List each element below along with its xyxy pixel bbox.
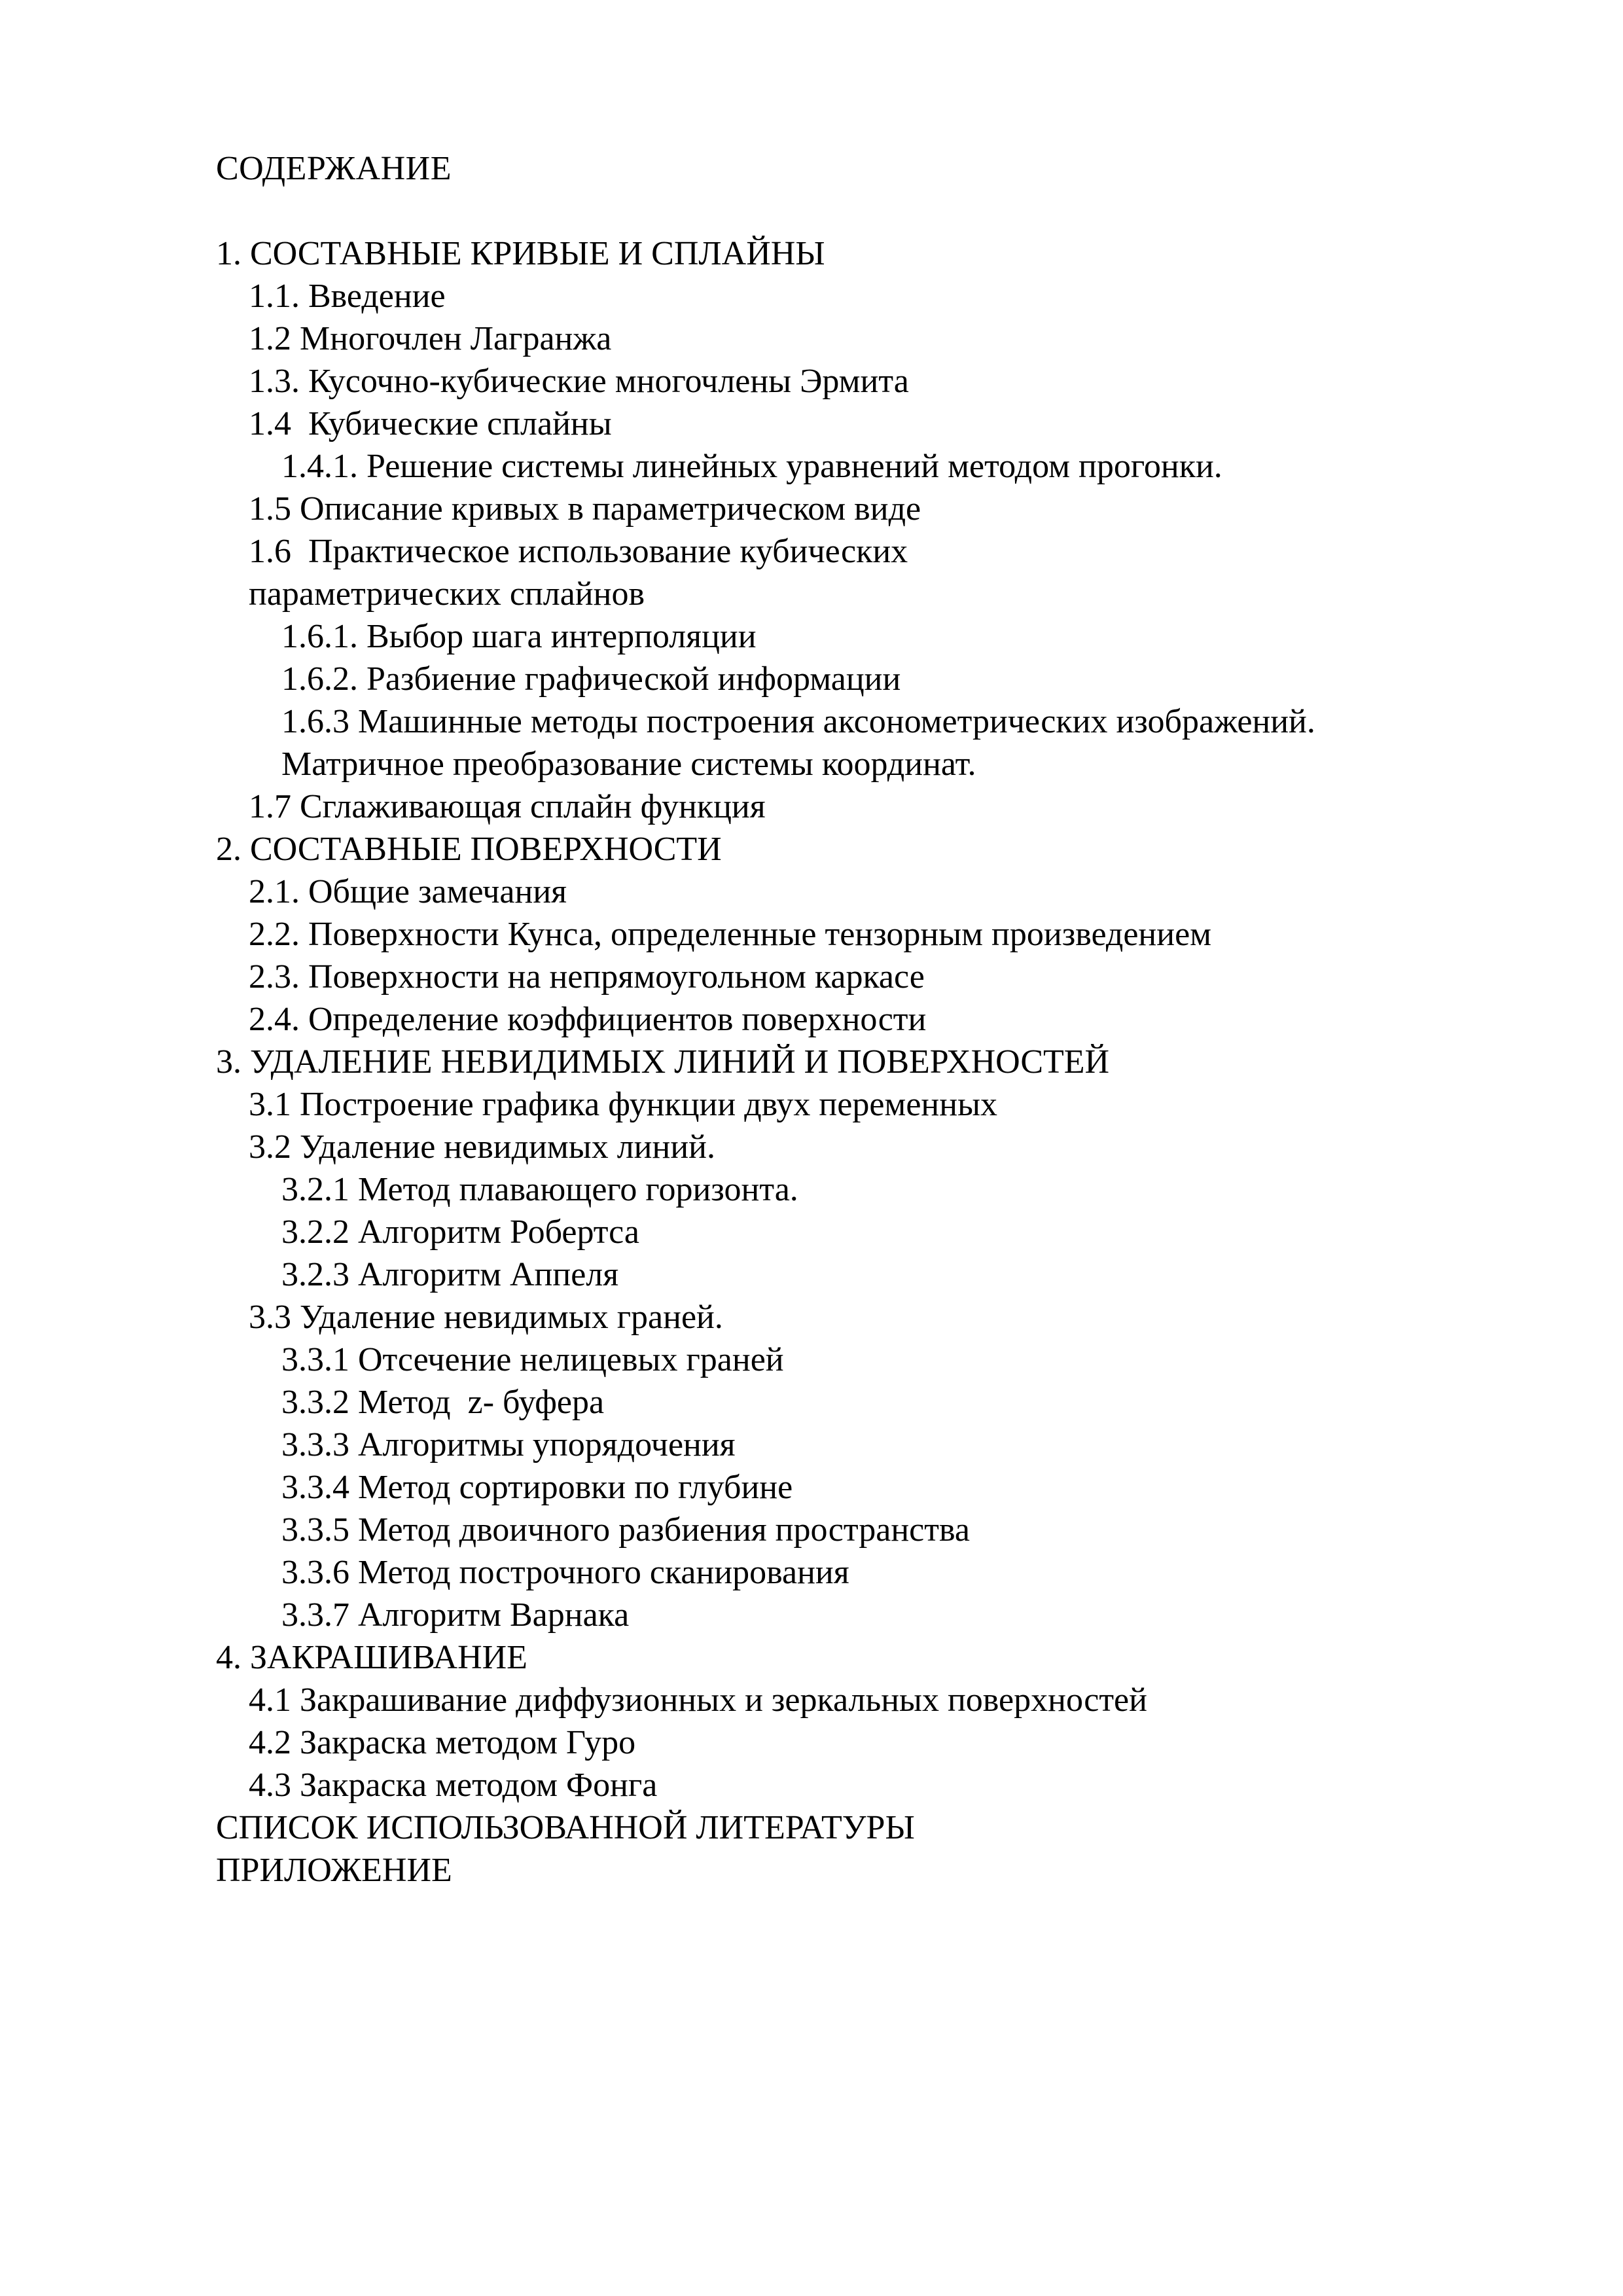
toc-entry: 1.1. Введение [249, 278, 446, 315]
toc-entry: 1.6.1. Выбор шага интерполяции [281, 618, 757, 655]
toc-entry: Матричное преобразование системы координат. [281, 745, 976, 783]
toc-entry: 3.3.5 Метод двоичного разбиения пространства [281, 1511, 970, 1549]
toc-entry: 3.2.3 Алгоритм Аппеля [281, 1256, 619, 1293]
toc-entry: 1.6.2. Разбиение графической информации [281, 660, 901, 698]
toc-entry: параметрических сплайнов [249, 575, 645, 613]
toc-entry: 3.3 Удаление невидимых граней. [249, 1299, 723, 1336]
toc-entry: 3.2.1 Метод плавающего горизонта. [281, 1171, 798, 1208]
toc-entry: 1.6.3 Машинные методы построения аксонометрических изображений. [281, 703, 1315, 740]
toc-entry: 2. СОСТАВНЫЕ ПОВЕРХНОСТИ [216, 831, 722, 868]
toc-entry: 4.2 Закраска методом Гуро [249, 1724, 636, 1761]
toc-entry: 3. УДАЛЕНИЕ НЕВИДИМЫХ ЛИНИЙ И ПОВЕРХНОСТЕЙ [216, 1043, 1110, 1081]
toc-entry: ПРИЛОЖЕНИЕ [216, 1852, 452, 1889]
toc-entry: 3.3.3 Алгоритмы упорядочения [281, 1426, 736, 1463]
toc-entry: 3.3.1 Отсечение нелицевых граней [281, 1341, 784, 1378]
toc-entry: 2.3. Поверхности на непрямоугольном каркасе [249, 958, 925, 996]
toc-entry: СПИСОК ИСПОЛЬЗОВАННОЙ ЛИТЕРАТУРЫ [216, 1809, 915, 1846]
toc-entry: 3.2 Удаление невидимых линий. [249, 1128, 715, 1166]
toc-entry: 1.7 Сглаживающая сплайн функция [249, 788, 766, 825]
toc-entry: 1.4 Кубические сплайны [249, 405, 612, 442]
toc-entry: 2.1. Общие замечания [249, 873, 567, 910]
toc-entry: 1.4.1. Решение системы линейных уравнений методом прогонки. [281, 448, 1222, 485]
toc-entry: 3.3.2 Метод z- буфера [281, 1384, 605, 1421]
toc-entry: 3.1 Построение графика функции двух переменных [249, 1086, 997, 1123]
toc-entry: 2.2. Поверхности Кунса, определенные тензорным произведением [249, 916, 1212, 953]
toc-entry: 1.6 Практическое использование кубических [249, 533, 908, 570]
toc-entry: 3.3.4 Метод сортировки по глубине [281, 1469, 793, 1506]
toc-entry: 3.3.7 Алгоритм Варнака [281, 1596, 630, 1634]
toc-entry: 4.3 Закраска методом Фонга [249, 1767, 658, 1804]
toc-entry: 1.2 Многочлен Лагранжа [249, 320, 612, 357]
toc-entry: 2.4. Определение коэффициентов поверхности [249, 1001, 927, 1038]
toc-entry: 3.3.6 Метод построчного сканирования [281, 1554, 849, 1591]
toc-entry: 3.2.2 Алгоритм Робертса [281, 1213, 639, 1251]
toc-list [216, 232, 1505, 1892]
toc-entry: 1.5 Описание кривых в параметрическом виде [249, 490, 921, 528]
toc-entry: 1. СОСТАВНЫЕ КРИВЫЕ И СПЛАЙНЫ [216, 235, 825, 272]
page-title: СОДЕРЖАНИЕ [216, 150, 452, 187]
toc-entry: 4. ЗАКРАШИВАНИЕ [216, 1639, 527, 1676]
toc-entry: 1.3. Кусочно-кубические многочлены Эрмита [249, 363, 909, 400]
toc-entry: 4.1 Закрашивание диффузионных и зеркальных поверхностей [249, 1681, 1147, 1719]
